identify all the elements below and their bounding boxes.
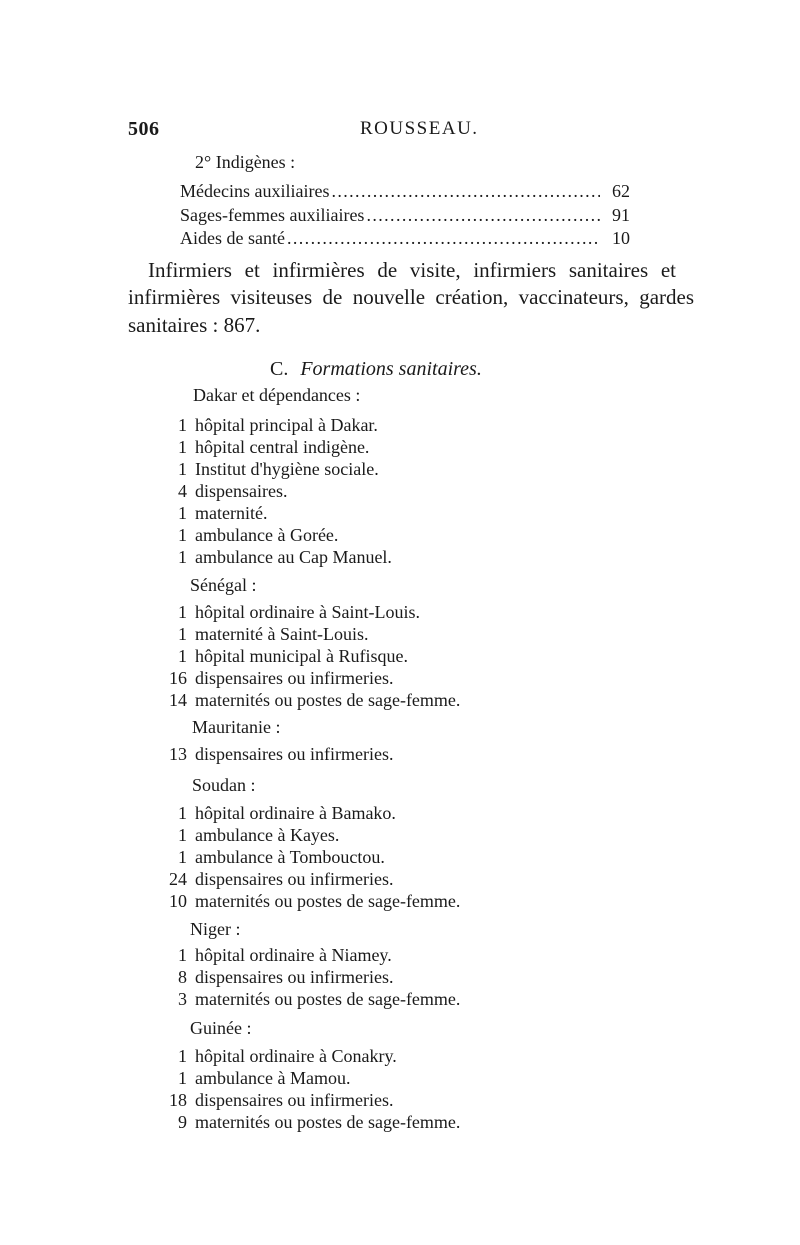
item-count: 1 <box>178 547 187 567</box>
list-item <box>157 525 338 546</box>
item-text: Institut d'hygiène sociale. <box>195 459 379 479</box>
list-item <box>157 803 396 824</box>
item-count: 1 <box>178 503 187 523</box>
item-text: dispensaires ou infirmeries. <box>195 744 394 764</box>
subheading-title: Formations sanitaires. <box>300 358 482 380</box>
list-item <box>157 602 420 623</box>
native-staff-label: 2° Indigènes : <box>195 152 296 172</box>
list-item <box>157 437 369 458</box>
item-text: ambulance à Gorée. <box>195 525 339 545</box>
item-count: 24 <box>169 869 187 889</box>
item-text: dispensaires ou infirmeries. <box>195 967 394 987</box>
list-item <box>157 847 385 868</box>
item-text: ambulance à Kayes. <box>195 825 340 845</box>
list-item <box>157 503 267 524</box>
list-item <box>157 1046 397 1067</box>
item-text: hôpital principal à Dakar. <box>195 415 378 435</box>
list-item <box>157 1068 350 1089</box>
list-item <box>157 1112 460 1133</box>
item-text: hôpital ordinaire à Conakry. <box>195 1046 397 1066</box>
item-count: 16 <box>169 668 187 688</box>
list-item <box>157 825 339 846</box>
subheading-letter: C. <box>270 358 289 380</box>
paragraph-line: sanitaires : 867. <box>128 313 261 337</box>
region-title: Dakar et dépendances : <box>193 385 361 405</box>
list-item <box>157 690 460 711</box>
item-count: 1 <box>178 1046 187 1066</box>
section-subheading <box>270 358 482 381</box>
staff-row-value: 62 <box>612 181 630 201</box>
item-count: 1 <box>178 437 187 457</box>
page-number: 506 <box>128 118 160 140</box>
item-text: dispensaires ou infirmeries. <box>195 1090 394 1110</box>
region-title: Niger : <box>190 919 241 939</box>
item-count: 3 <box>178 989 187 1009</box>
staff-row-label: Médecins auxiliaires <box>180 181 330 201</box>
item-count: 1 <box>178 825 187 845</box>
list-item <box>157 624 368 645</box>
item-count: 8 <box>178 967 187 987</box>
item-text: ambulance à Tombouctou. <box>195 847 385 867</box>
item-count: 13 <box>169 744 187 764</box>
item-count: 1 <box>178 415 187 435</box>
region-title: Mauritanie : <box>192 717 281 737</box>
list-item <box>157 668 393 689</box>
running-head: ROUSSEAU. <box>360 118 479 139</box>
list-item <box>157 989 460 1010</box>
item-count: 4 <box>178 481 187 501</box>
item-text: hôpital central indigène. <box>195 437 370 457</box>
list-item <box>157 1090 393 1111</box>
item-count: 18 <box>169 1090 187 1110</box>
item-count: 1 <box>178 525 187 545</box>
staff-row <box>180 181 630 202</box>
list-item <box>157 459 379 480</box>
item-count: 9 <box>178 1112 187 1132</box>
item-text: ambulance au Cap Manuel. <box>195 547 392 567</box>
list-item <box>157 744 393 765</box>
item-text: dispensaires. <box>195 481 288 501</box>
list-item <box>157 945 392 966</box>
staff-row-label: Aides de santé <box>180 228 285 248</box>
staff-row <box>180 205 630 226</box>
item-count: 1 <box>178 847 187 867</box>
item-text: maternité. <box>195 503 268 523</box>
item-count: 1 <box>178 624 187 644</box>
list-item <box>157 415 378 436</box>
item-text: hôpital ordinaire à Saint-Louis. <box>195 602 420 622</box>
item-count: 14 <box>169 690 187 710</box>
item-text: hôpital municipal à Rufisque. <box>195 646 408 666</box>
list-item <box>157 481 287 502</box>
dot-leader <box>287 228 600 249</box>
staff-row-value: 10 <box>612 228 630 248</box>
item-text: maternités ou postes de sage-femme. <box>195 891 461 911</box>
item-count: 1 <box>178 459 187 479</box>
list-item <box>157 967 393 988</box>
item-text: hôpital ordinaire à Niamey. <box>195 945 392 965</box>
list-item <box>157 891 460 912</box>
item-text: maternités ou postes de sage-femme. <box>195 989 461 1009</box>
region-title: Guinée : <box>190 1018 252 1038</box>
staff-row-label: Sages-femmes auxiliaires <box>180 205 365 225</box>
item-text: dispensaires ou infirmeries. <box>195 668 394 688</box>
item-text: ambulance à Mamou. <box>195 1068 351 1088</box>
item-text: maternité à Saint-Louis. <box>195 624 369 644</box>
item-text: maternités ou postes de sage-femme. <box>195 1112 461 1132</box>
list-item <box>157 869 393 890</box>
item-count: 1 <box>178 945 187 965</box>
item-count: 1 <box>178 1068 187 1088</box>
region-title: Soudan : <box>192 775 256 795</box>
item-count: 10 <box>169 891 187 911</box>
region-title: Sénégal : <box>190 575 257 595</box>
list-item <box>157 547 392 568</box>
item-count: 1 <box>178 602 187 622</box>
paragraph-line: Infirmiers et infirmières de visite, infirmiers sanitaires et <box>148 258 676 282</box>
item-text: maternités ou postes de sage-femme. <box>195 690 461 710</box>
list-item <box>157 646 408 667</box>
staff-row-value: 91 <box>612 205 630 225</box>
item-count: 1 <box>178 646 187 666</box>
dot-leader <box>331 181 600 202</box>
paragraph-line: infirmières visiteuses de nouvelle création, vaccinateurs, gardes <box>128 285 694 309</box>
dot-leader <box>366 205 600 226</box>
staff-row <box>180 228 630 249</box>
item-count: 1 <box>178 803 187 823</box>
item-text: dispensaires ou infirmeries. <box>195 869 394 889</box>
item-text: hôpital ordinaire à Bamako. <box>195 803 396 823</box>
